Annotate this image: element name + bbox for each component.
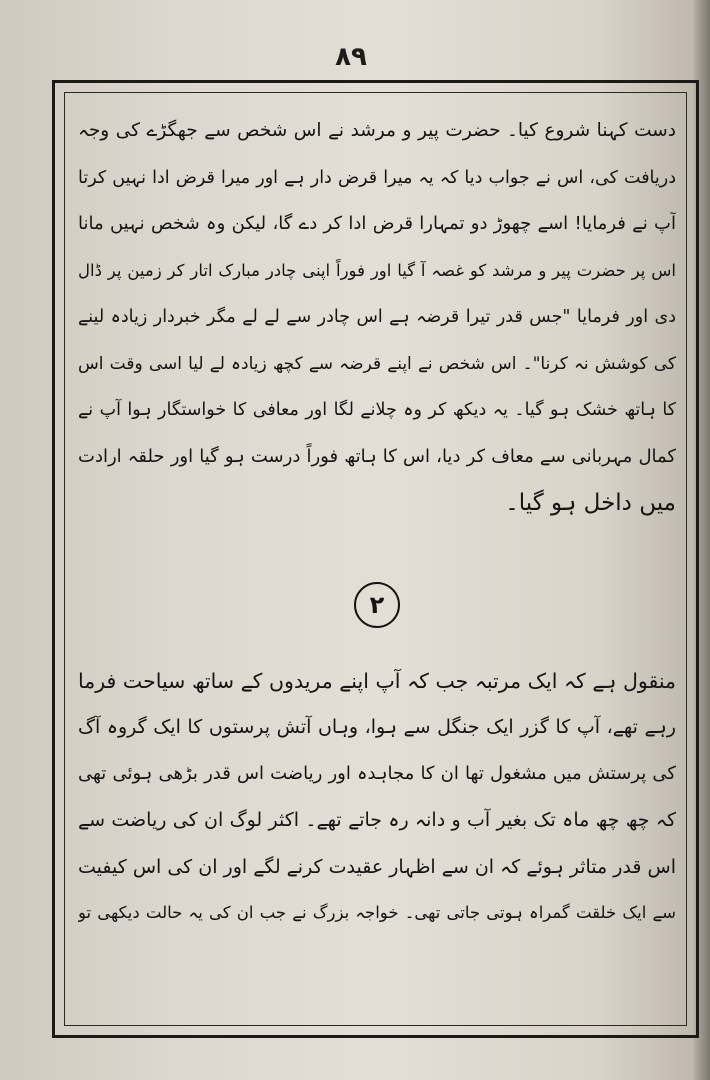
text-line: کمال مہربانی سے معاف کر دیا، اس کا ہاتھ فوراً درست ہو گیا اور حلقہ ارادت [78,445,676,467]
text-line: دریافت کی، اس نے جواب دیا کہ یہ میرا قرض دار ہے اور میرا قرض ادا نہیں کرتا [78,167,676,188]
text-line: سے ایک خلقت گمراہ ہوتی جاتی تھی۔ خواجہ بزرگ نے جب ان کی یہ حالت دیکھی تو [78,903,676,922]
text-line: کا ہاتھ خشک ہو گیا۔ یہ دیکھ کر وہ چلانے لگا اور معافی کا خواستگار ہوا آپ نے [78,400,676,420]
text-line: کی کوشش نہ کرنا"۔ اس شخص نے اپنے قرضہ سے کچھ زیادہ لے لیا اسی وقت اس [78,353,676,374]
text-body [78,108,676,1018]
text-line: آپ نے فرمایا! اسے چھوڑ دو تمہارا قرض ادا کر دے گا، لیکن وہ شخص نہیں مانا [78,213,676,234]
paragraph-2 [78,658,676,937]
text-line: میں داخل ہو گیا۔ [505,490,676,516]
text-line: رہے تھے، آپ کا گزر ایک جنگل سے ہوا، وہاں آتش پرستوں کا ایک گروہ آگ [78,716,676,738]
text-line: کہ چھ چھ ماہ تک بغیر آب و دانہ رہ جاتے تھے۔ اکثر لوگ ان کی ریاضت سے [78,809,676,831]
text-line: اس قدر متاثر ہوئے کہ ان سے اظہار عقیدت کرنے لگے اور ان کی اس کیفیت [78,855,676,878]
text-line: دست کہنا شروع کیا۔ حضرت پیر و مرشد نے اس شخص سے جھگڑے کی وجہ [78,120,676,141]
text-line: اس پر حضرت پیر و مرشد کو غصہ آ گیا اور فوراً اپنی چادر مبارک اتار کر زمین پر ڈال [78,260,676,280]
text-line: کی پرستش میں مشغول تھا ان کا مجاہدہ اور ریاضت اس قدر بڑھی ہوئی تھی [78,762,676,784]
section-number-circle: ٢ [354,582,400,628]
text-line: دی اور فرمایا "جس قدر تیرا قرضہ ہے اس چادر سے لے لے مگر خبردار زیادہ لینے [78,307,676,327]
page-number: ٨٩ [335,42,367,72]
paragraph-1 [78,108,676,527]
text-line: منقول ہے کہ ایک مرتبہ جب کہ آپ اپنے مریدوں کے ساتھ سیاحت فرما [78,668,676,693]
